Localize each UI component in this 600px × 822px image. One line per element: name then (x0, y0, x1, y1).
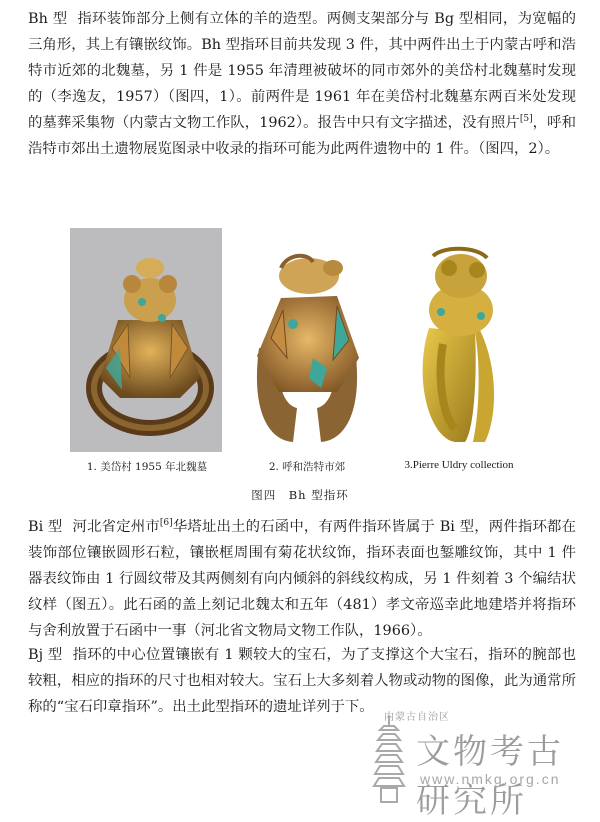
ring-photo-3 (389, 228, 529, 452)
footnote-ref-6[interactable]: [6] (159, 518, 173, 529)
pagoda-icon (368, 714, 410, 806)
watermark-name: 文物考古研究所 (416, 732, 564, 821)
watermark-url: www.nmkg.org.cn (420, 771, 561, 787)
paragraph-bi-text-1: 河北省定州市 (72, 519, 160, 535)
photo-caption-3: 3.Pierre Uldry collection (404, 459, 514, 471)
figure-title: 图四 Bh 型指环 (251, 488, 349, 502)
paragraph-bj (28, 642, 576, 720)
ring-photo-icon (237, 228, 377, 452)
paragraph-bi-text-2: 华塔址出土的石函中，有两件指环皆属于 Bi 型，两件指环都在装饰部位镶嵌圆形石粒，镶嵌框周围有菊花状纹饰，指环表面也錾雕纹饰，其中 1 件器表纹饰由 1 行圆纹带及其两侧刻有向内倾斜的斜线纹构成，另 1 件刻着 3 个编结状纹样（图五）。此石函的盖上刻记北魏太和五年（481）孝文帝巡幸此地建塔并将指环与舍利放置于石函中一事（河北省文物局文物工作队，1966）。 (28, 519, 576, 639)
paragraph-bi (28, 514, 576, 644)
paragraph-bh (28, 6, 576, 162)
type-label-bj: Bj 型 (28, 647, 63, 663)
paragraph-bh-text-2: ，呼和浩特市郊出土遗物展览图录中收录的指环可能为此两件遗物中的 1 件。（图四，2）。 (28, 115, 576, 157)
ring-photo-icon (389, 228, 529, 452)
type-label-bh: Bh 型 (28, 11, 68, 27)
watermark-subtitle: 内蒙古自治区 (384, 712, 450, 723)
paragraph-bj-text: 指环的中心位置镶嵌有 1 颗较大的宝石，为了支撑这个大宝石，指环的腕部也较粗，相应的指环的尺寸也相对较大。宝石上大多刻着人物或动物的图像，此为通常所称的“宝石印章指环”。出土此型指环的遗址详列于下。 (28, 647, 576, 715)
type-label-bi: Bi 型 (28, 519, 63, 535)
ring-photo-icon (70, 228, 222, 452)
photo-caption-2: 2. 呼和浩特市郊 (268, 461, 346, 473)
ring-photo-2 (237, 228, 377, 452)
paragraph-bh-text-1: 指环装饰部分上侧有立体的羊的造型。两侧支架部分与 Bg 型相同，为宽幅的三角形，其上有镶嵌纹饰。Bh 型指环目前共发现 3 件，其中两件出土于内蒙古呼和浩特市近郊的北魏墓，另 1 件是 1955 年清理被破坏的同市郊外的美岱村北魏墓时发现的（李逸友，1957）（图四，1）。前两件是 1961 年在美岱村北魏墓东两百米处发现的墓葬采集物（内蒙古文物工作队，1962）。报告中只有文字描述，没有照片 (28, 11, 576, 131)
ring-photo-1 (70, 228, 222, 452)
footnote-ref-5[interactable]: [5] (519, 114, 533, 125)
photo-caption-1: 1. 美岱村 1955 年北魏墓 (86, 461, 208, 473)
